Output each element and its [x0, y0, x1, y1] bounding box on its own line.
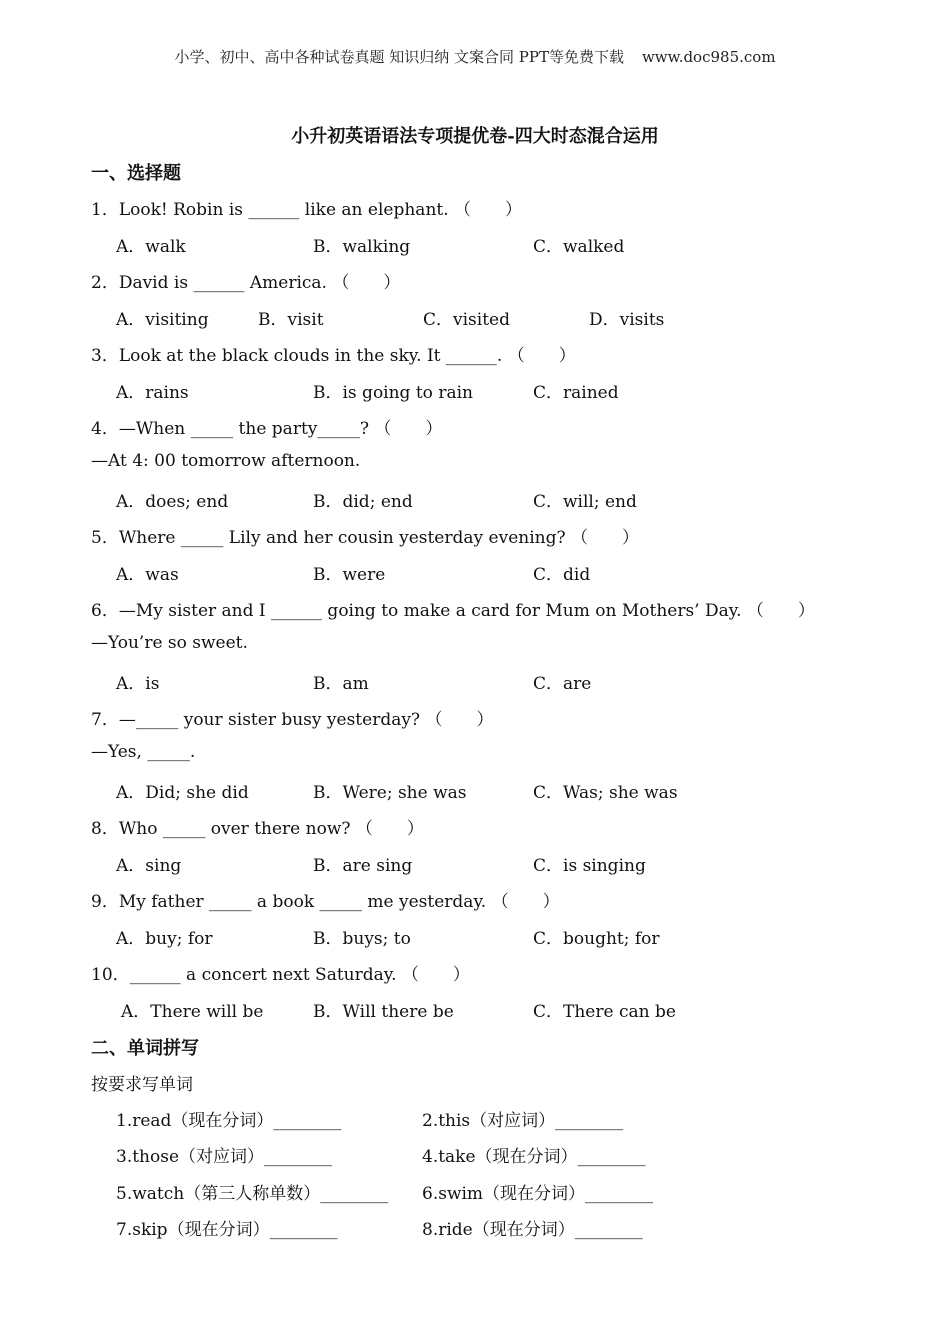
- question-9-stem: 9．My father _____ a book _____ me yesterday. （ ）: [91, 892, 560, 912]
- section-heading-multiple-choice: 一、选择题: [91, 163, 181, 184]
- question-1-option-a[interactable]: A．walk: [116, 237, 186, 257]
- question-4-option-b[interactable]: B．did; end: [313, 492, 413, 512]
- header-promo-text: 小学、初中、高中各种试卷真题 知识归纳 文案合同 PPT等免费下载: [174, 48, 624, 66]
- question-3-stem: 3．Look at the black clouds in the sky. It ______. （ ）: [91, 346, 576, 366]
- page-header: [0, 46, 950, 67]
- question-4-option-c[interactable]: C．will; end: [533, 492, 637, 512]
- question-2-option-d[interactable]: D．visits: [589, 310, 665, 330]
- question-3-option-a[interactable]: A．rains: [116, 383, 189, 403]
- spelling-item-8[interactable]: 8.ride（现在分词）________: [422, 1220, 643, 1240]
- document-title: 小升初英语语法专项提优卷-四大时态混合运用: [291, 126, 659, 147]
- question-9-option-a[interactable]: A．buy; for: [116, 929, 213, 949]
- question-9-option-c[interactable]: C．bought; for: [533, 929, 660, 949]
- spelling-item-5[interactable]: 5.watch（第三人称单数）________: [116, 1184, 389, 1204]
- question-1-option-c[interactable]: C．walked: [533, 237, 625, 257]
- question-10-stem: 10．______ a concert next Saturday. （ ）: [91, 965, 470, 985]
- header-site-url[interactable]: www.doc985.com: [641, 48, 776, 66]
- spelling-item-4[interactable]: 4.take（现在分词）________: [422, 1147, 646, 1167]
- question-8-option-c[interactable]: C．is singing: [533, 856, 646, 876]
- question-2-stem: 2．David is ______ America. （ ）: [91, 273, 401, 293]
- section-instruction: 按要求写单词: [91, 1075, 193, 1095]
- question-3-option-b[interactable]: B．is going to rain: [313, 383, 473, 403]
- spelling-item-6[interactable]: 6.swim（现在分词）________: [422, 1184, 654, 1204]
- question-5-option-a[interactable]: A．was: [116, 565, 179, 585]
- spelling-item-7[interactable]: 7.skip（现在分词）________: [116, 1220, 338, 1240]
- question-10-option-c[interactable]: C．There can be: [533, 1002, 676, 1022]
- question-1-stem: 1．Look! Robin is ______ like an elephant. （ ）: [91, 200, 523, 220]
- question-5-option-c[interactable]: C．did: [533, 565, 591, 585]
- question-2-option-a[interactable]: A．visiting: [116, 310, 209, 330]
- question-10-option-a[interactable]: A．There will be: [121, 1002, 264, 1022]
- question-9-option-b[interactable]: B．buys; to: [313, 929, 411, 949]
- question-7-dialogue: —Yes, _____.: [91, 742, 196, 762]
- spelling-item-2[interactable]: 2.this（对应词）________: [422, 1111, 624, 1131]
- question-8-stem: 8．Who _____ over there now? （ ）: [91, 819, 424, 839]
- question-3-option-c[interactable]: C．rained: [533, 383, 619, 403]
- question-2-option-b[interactable]: B．visit: [258, 310, 324, 330]
- spelling-item-1[interactable]: 1.read（现在分词）________: [116, 1111, 342, 1131]
- question-1-option-b[interactable]: B．walking: [313, 237, 411, 257]
- question-7-option-b[interactable]: B．Were; she was: [313, 783, 467, 803]
- question-6-option-b[interactable]: B．am: [313, 674, 369, 694]
- question-5-option-b[interactable]: B．were: [313, 565, 386, 585]
- question-6-option-a[interactable]: A．is: [116, 674, 160, 694]
- question-7-option-c[interactable]: C．Was; she was: [533, 783, 678, 803]
- section-heading-spelling: 二、单词拼写: [91, 1038, 199, 1059]
- question-10-option-b[interactable]: B．Will there be: [313, 1002, 454, 1022]
- question-7-stem: 7．—_____ your sister busy yesterday? （ ）: [91, 710, 494, 730]
- spelling-item-3[interactable]: 3.those（对应词）________: [116, 1147, 333, 1167]
- question-8-option-a[interactable]: A．sing: [116, 856, 182, 876]
- question-4-stem: 4．—When _____ the party_____? （ ）: [91, 419, 443, 439]
- question-6-stem: 6．—My sister and I ______ going to make a card for Mum on Mothers’ Day. （ ）: [91, 601, 815, 621]
- question-4-option-a[interactable]: A．does; end: [116, 492, 229, 512]
- question-4-dialogue: —At 4: 00 tomorrow afternoon.: [91, 451, 361, 471]
- question-5-stem: 5．Where _____ Lily and her cousin yesterday evening? （ ）: [91, 528, 639, 548]
- question-7-option-a[interactable]: A．Did; she did: [116, 783, 249, 803]
- question-6-dialogue: —You’re so sweet.: [91, 633, 248, 653]
- question-6-option-c[interactable]: C．are: [533, 674, 592, 694]
- question-8-option-b[interactable]: B．are sing: [313, 856, 413, 876]
- question-2-option-c[interactable]: C．visited: [423, 310, 510, 330]
